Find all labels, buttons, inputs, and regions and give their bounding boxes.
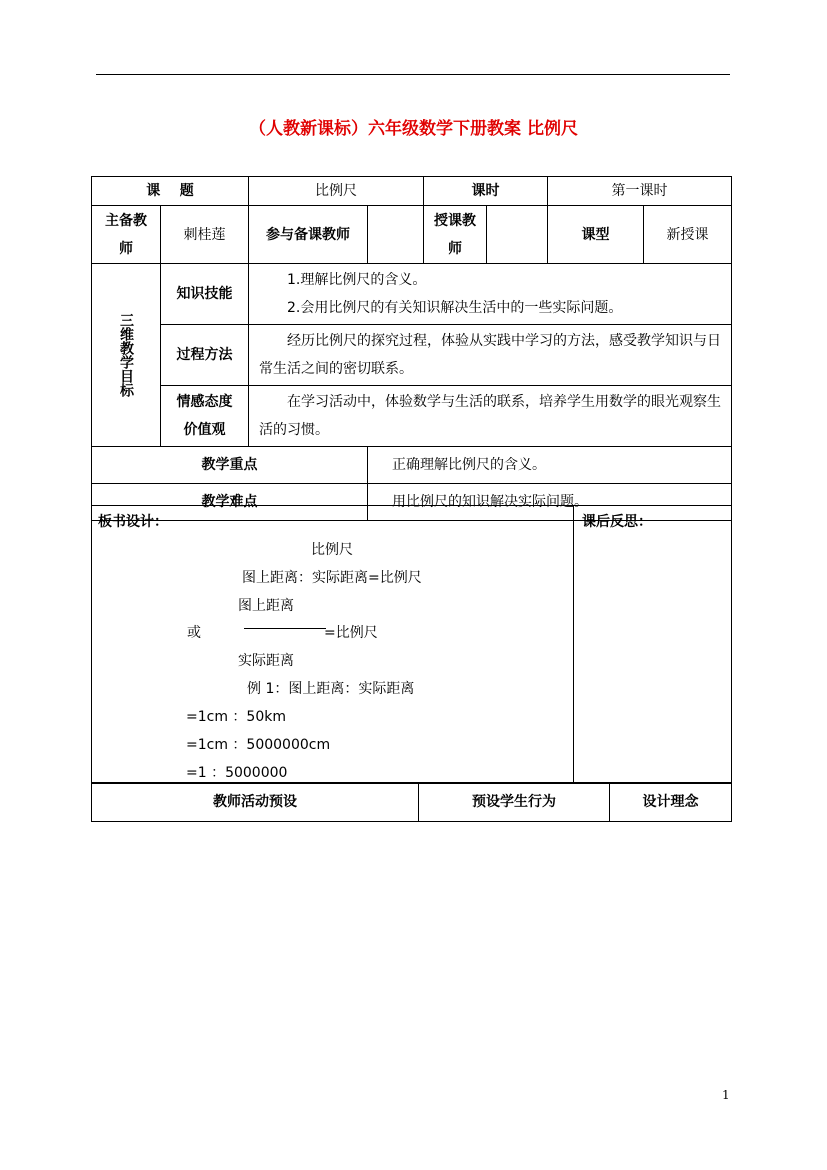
objective-content-emotion: 在学习活动中，体验数学与生活的联系，培养学生用数学的眼光观察生活的习惯。 bbox=[249, 386, 732, 447]
lecturer-label: 授课教师 bbox=[424, 206, 487, 264]
top-rule bbox=[96, 74, 730, 75]
objectives-section-label bbox=[92, 264, 161, 447]
board-design-label: 板书设计： bbox=[98, 514, 168, 530]
objective-line: 2.会用比例尺的有关知识解决生活中的一些实际问题。 bbox=[287, 300, 623, 316]
board-step: =1cm ：50km bbox=[186, 709, 286, 725]
key-point-value: 正确理解比例尺的含义。 bbox=[368, 447, 732, 484]
period-value: 第一课时 bbox=[548, 177, 732, 206]
board-table bbox=[91, 505, 732, 784]
student-behavior-header: 预设学生行为 bbox=[419, 783, 610, 822]
board-step: =1 ：5000000 bbox=[186, 765, 288, 781]
lecturer-value bbox=[487, 206, 548, 264]
fraction-bar bbox=[244, 628, 326, 629]
objective-label-emotion: 情感态度价值观 bbox=[161, 386, 249, 447]
topic-label: 课 题 bbox=[92, 177, 249, 206]
design-concept-header: 设计理念 bbox=[610, 783, 732, 822]
page-number: 1 bbox=[722, 1088, 730, 1102]
teacher-activity-header: 教师活动预设 bbox=[92, 783, 419, 822]
objectives-vertical-label: 三维教学目标 bbox=[118, 313, 134, 397]
lesson-info-table bbox=[91, 176, 732, 521]
key-point-label: 教学重点 bbox=[92, 447, 368, 484]
objective-content-knowledge bbox=[249, 264, 732, 325]
board-or: 或 bbox=[187, 625, 201, 641]
difficulty-label: 教学难点 bbox=[92, 484, 368, 521]
board-step: =1cm ：5000000cm bbox=[186, 737, 331, 753]
board-design-cell bbox=[92, 506, 574, 784]
board-denominator: 实际距离 bbox=[238, 653, 294, 669]
lesson-type-value: 新授课 bbox=[644, 206, 732, 264]
board-numerator: 图上距离 bbox=[238, 598, 294, 614]
board-example: 例 1：图上距离：实际距离 bbox=[247, 681, 415, 697]
activity-table bbox=[91, 782, 732, 822]
board-equals: =比例尺 bbox=[324, 625, 378, 641]
objective-line: 1.理解比例尺的含义。 bbox=[287, 272, 427, 288]
board-title: 比例尺 bbox=[311, 542, 353, 558]
reflection-label: 课后反思： bbox=[582, 514, 652, 530]
period-label: 课时 bbox=[424, 177, 548, 206]
main-teacher-value: 刺桂莲 bbox=[161, 206, 249, 264]
objective-content-process: 经历比例尺的探究过程，体验从实践中学习的方法，感受教学知识与日常生活之间的密切联系。 bbox=[249, 325, 732, 386]
board-formula-line: 图上距离：实际距离=比例尺 bbox=[242, 570, 422, 586]
reflection-cell bbox=[574, 506, 732, 784]
topic-value: 比例尺 bbox=[249, 177, 424, 206]
page-title: （人教新课标）六年级数学下册教案 比例尺 bbox=[249, 119, 578, 139]
co-teacher-label: 参与备课教师 bbox=[249, 206, 368, 264]
co-teacher-value bbox=[368, 206, 424, 264]
lesson-type-label: 课型 bbox=[548, 206, 644, 264]
objective-label-knowledge: 知识技能 bbox=[161, 264, 249, 325]
main-teacher-label: 主备教师 bbox=[92, 206, 161, 264]
difficulty-value: 用比例尺的知识解决实际问题。 bbox=[368, 484, 732, 521]
objective-label-process: 过程方法 bbox=[161, 325, 249, 386]
